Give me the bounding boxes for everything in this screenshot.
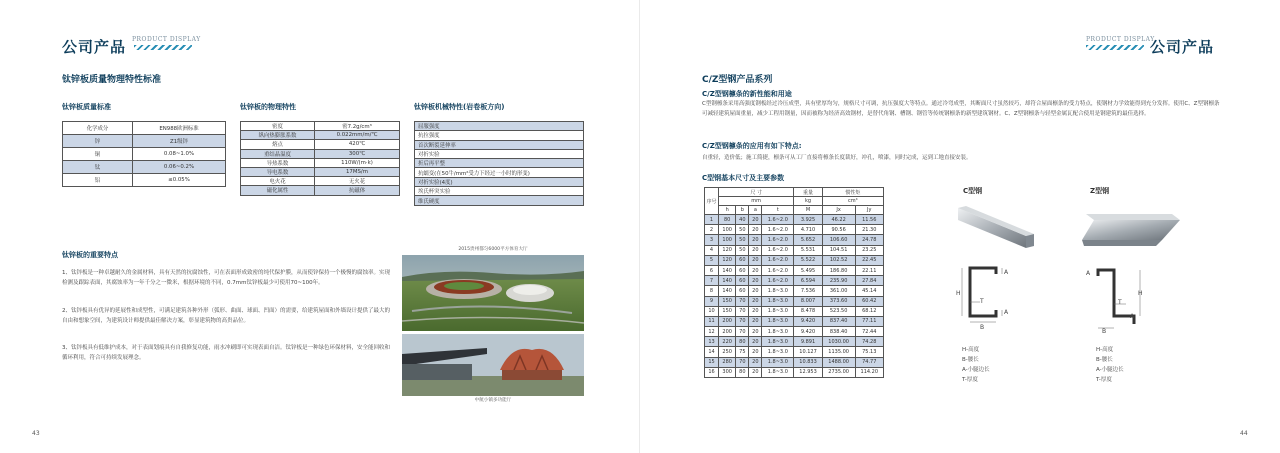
table-cell: 3: [705, 235, 719, 245]
c-dim-b: B: [980, 324, 985, 331]
physical-cell: 导热系数: [241, 158, 315, 167]
table-cell: 1.6~2.0: [762, 245, 794, 255]
table-cell: 300: [719, 367, 736, 377]
z-legend-t: T-厚度: [1096, 377, 1112, 383]
table-cell: 74.28: [855, 337, 883, 347]
table-cell: 373.60: [822, 296, 855, 306]
table-row: [705, 235, 884, 245]
th-a: a: [749, 206, 762, 215]
table-cell: 5.652: [794, 235, 822, 245]
mechanical-cell: 对折实验: [415, 149, 584, 158]
table-cell: 70: [736, 357, 749, 367]
mechanical-cell: 抗蠕变(在50牛/mm²受力下经过一小时的形变): [415, 168, 584, 177]
table-cell: 7: [705, 276, 719, 286]
table-cell: 12.953: [794, 367, 822, 377]
table-cell: 150: [719, 296, 736, 306]
physical-cell: 纵向热膨胀系数: [241, 131, 315, 140]
table-cell: 1135.00: [822, 347, 855, 357]
table-cell: 186.80: [822, 265, 855, 275]
c-steel-title: C型钢: [963, 187, 983, 195]
z-dim-b: B: [1102, 328, 1107, 335]
th-h: h: [719, 206, 736, 215]
table-cell: 100: [719, 235, 736, 245]
table-cell: 5: [705, 255, 719, 265]
table-cell: 72.44: [855, 327, 883, 337]
table-cell: 20: [749, 367, 762, 377]
table-cell: 1.6~2.0: [762, 255, 794, 265]
table-cell: 837.40: [822, 316, 855, 326]
table-cell: 74.77: [855, 357, 883, 367]
right-page-number: 44: [1240, 430, 1248, 437]
table-cell: 8.478: [794, 306, 822, 316]
table-cell: 80: [736, 337, 749, 347]
physical-cell: 电火花: [241, 177, 315, 186]
quality-cell: ≤0.05%: [133, 174, 226, 187]
table-cell: 1.8~3.0: [762, 296, 794, 306]
table-cell: 50: [736, 235, 749, 245]
table-cell: 1.8~3.0: [762, 367, 794, 377]
table-cell: 120: [719, 245, 736, 255]
physical-cell: 420℃: [315, 140, 400, 149]
table-cell: 1.8~3.0: [762, 347, 794, 357]
table-cell: 1.6~2.0: [762, 225, 794, 235]
z-legend-h: H-高度: [1096, 347, 1114, 353]
physical-table: [240, 121, 400, 196]
z-steel-legend: [1096, 345, 1156, 385]
table-cell: 20: [749, 255, 762, 265]
quality-head-0: 化学成分: [63, 122, 133, 135]
th-inertia: 惯性矩: [822, 188, 883, 197]
table-cell: 70: [736, 327, 749, 337]
z-dim-a: A: [1086, 270, 1091, 277]
para2: 自重轻，造价低；施工简捷，檩条可从工厂直接将檩条长度裁好，冲孔，喷漆，同时完成，运到工地直接安装。: [702, 155, 972, 161]
table-cell: 20: [749, 296, 762, 306]
left-section-title: 钛锌板质量物理特性标准: [62, 75, 162, 85]
table-cell: 9.891: [794, 337, 822, 347]
table-cell: 20: [749, 215, 762, 225]
left-header-title: 公司产品: [62, 38, 127, 56]
table-cell: 200: [719, 316, 736, 326]
physical-cell: 300℃: [315, 149, 400, 158]
c-dim-t: T: [980, 298, 984, 305]
table-cell: 20: [749, 225, 762, 235]
left-header-wave: [134, 45, 192, 50]
quality-cell: Z1级锌: [133, 135, 226, 148]
table-cell: 10.833: [794, 357, 822, 367]
table-cell: 80: [736, 367, 749, 377]
th-t: t: [762, 206, 794, 215]
table-cell: 90.56: [822, 225, 855, 235]
table-cell: 1030.00: [822, 337, 855, 347]
stadium-photo: [402, 255, 584, 331]
physical-cell: 导电系数: [241, 167, 315, 176]
c-steel-legend: [962, 345, 1022, 385]
quality-cell: 钛: [63, 161, 133, 174]
table-cell: 1.8~3.0: [762, 327, 794, 337]
table-cell: 1.8~3.0: [762, 286, 794, 296]
physical-cell: 磁化属性: [241, 186, 315, 195]
table-cell: 60.42: [855, 296, 883, 306]
th-no: 序号: [705, 188, 719, 215]
table-cell: 21.30: [855, 225, 883, 235]
quality-table: [62, 121, 226, 187]
table-cell: 60: [736, 255, 749, 265]
mechanical-cell: 屈服强度: [415, 122, 584, 131]
table-cell: 4: [705, 245, 719, 255]
table-cell: 361.00: [822, 286, 855, 296]
left-page-number: 43: [32, 430, 40, 437]
c-dim-a: A: [1004, 269, 1009, 276]
table-cell: 100: [719, 225, 736, 235]
table-cell: 10: [705, 306, 719, 316]
z-steel-title: Z型钢: [1090, 187, 1110, 195]
table-cell: 12: [705, 327, 719, 337]
table-cell: 20: [749, 316, 762, 326]
th-mm: mm: [719, 197, 794, 206]
table-cell: 150: [719, 306, 736, 316]
feature-item-3: 3、钛锌板具有低维护成本，对于表面划痕具有自我修复功能，雨水冲刷即可实现表面自洁。钛锌板是一种绿色环保材料，安全能回收和循环利用，符合可持续发展理念。: [62, 345, 391, 361]
table-cell: 45.14: [855, 286, 883, 296]
table-cell: 9.420: [794, 327, 822, 337]
mechanical-cell: 对折实验(4度): [415, 177, 584, 186]
quality-cell: 0.08~1.0%: [133, 148, 226, 161]
table-cell: 70: [736, 316, 749, 326]
table-row: [705, 316, 884, 326]
quality-cell: 锌: [63, 135, 133, 148]
table-cell: 22.11: [855, 265, 883, 275]
table-cell: 20: [749, 245, 762, 255]
table-cell: 104.51: [822, 245, 855, 255]
table-cell: 24.78: [855, 235, 883, 245]
table-cell: 120: [719, 255, 736, 265]
table-cell: 102.52: [822, 255, 855, 265]
table-cell: 838.40: [822, 327, 855, 337]
table-cell: 2: [705, 225, 719, 235]
th-jy: Jy: [855, 206, 883, 215]
table-row: [705, 276, 884, 286]
table-cell: 14: [705, 347, 719, 357]
left-header-en: PRODUCT DISPLAY: [132, 36, 201, 43]
mechanical-title: 钛锌板机械特性(岩卷板方向): [414, 103, 505, 111]
table-cell: 1.6~2.0: [762, 265, 794, 275]
table-cell: 9.420: [794, 316, 822, 326]
table-cell: 60: [736, 276, 749, 286]
mechanical-cell: 折后再平整: [415, 159, 584, 168]
quality-title: 钛锌板质量标准: [62, 103, 111, 111]
table-cell: 5.495: [794, 265, 822, 275]
th-cm4: cm⁴: [822, 197, 883, 206]
table-cell: 220: [719, 337, 736, 347]
table-cell: 114.20: [855, 367, 883, 377]
table-cell: 11: [705, 316, 719, 326]
table-row: [705, 337, 884, 347]
table-cell: 40: [736, 215, 749, 225]
table-cell: 46.22: [822, 215, 855, 225]
feature-item-2: 2、钛锌板具有优异的延展性和成型性，可满足建筑各种外形（弧形、曲面、球面、凹面）的需要，给建筑屋面和外墙设计提供了最大的自由和想象空间，为建筑设计师提供最佳解决方案，彰显建筑物的高贵品位。: [62, 308, 391, 324]
table-cell: 200: [719, 327, 736, 337]
physical-cell: 抗磁体: [315, 186, 400, 195]
physical-title: 钛锌板的物理特性: [240, 103, 296, 111]
table-cell: 20: [749, 306, 762, 316]
quality-cell: 0.06~0.2%: [133, 161, 226, 174]
table-cell: 16: [705, 367, 719, 377]
table-cell: 280: [719, 357, 736, 367]
table-cell: 20: [749, 235, 762, 245]
table-cell: 60: [736, 265, 749, 275]
table-cell: 77.11: [855, 316, 883, 326]
table-cell: 20: [749, 347, 762, 357]
table-cell: 250: [719, 347, 736, 357]
physical-cell: 密7.2g/cm³: [315, 122, 400, 131]
table-cell: 68.12: [855, 306, 883, 316]
z-dim-h: H: [1138, 290, 1143, 297]
table-cell: 13: [705, 337, 719, 347]
table-cell: 1.8~3.0: [762, 316, 794, 326]
table-cell: 20: [749, 337, 762, 347]
table-cell: 1.6~2.0: [762, 235, 794, 245]
table-cell: 75: [736, 347, 749, 357]
table-cell: 6: [705, 265, 719, 275]
right-header-wave: [1086, 45, 1144, 50]
table-cell: 20: [749, 327, 762, 337]
c-dim-h: H: [956, 290, 961, 297]
table-cell: 1: [705, 215, 719, 225]
physical-cell: 0.022mm/m/℃: [315, 131, 400, 140]
table-cell: 140: [719, 286, 736, 296]
table-cell: 5.522: [794, 255, 822, 265]
table-cell: 15: [705, 357, 719, 367]
table-cell: 10.127: [794, 347, 822, 357]
physical-cell: 密度: [241, 122, 315, 131]
features-title: 钛锌板的重要特点: [62, 251, 118, 259]
right-header-title: 公司产品: [1150, 38, 1215, 56]
th-m: M: [794, 206, 822, 215]
table-cell: 80: [719, 215, 736, 225]
sub2-title: C/Z型钢檩条的应用有如下特点:: [702, 142, 802, 150]
c-legend-b: B-腰长: [962, 357, 979, 363]
mechanical-cell: 埃氏杯突实验: [415, 187, 584, 196]
table-cell: 70: [736, 296, 749, 306]
table-cell: 1.8~3.0: [762, 306, 794, 316]
table-row: [705, 225, 884, 235]
table-cell: 523.50: [822, 306, 855, 316]
c-legend-a: A-小腿边长: [962, 367, 990, 373]
mechanical-cell: 维氏硬度: [415, 196, 584, 205]
table-cell: 3.925: [794, 215, 822, 225]
table-row: [705, 327, 884, 337]
cz-table-title: C型钢基本尺寸及主要参数: [702, 174, 785, 182]
th-b: b: [736, 206, 749, 215]
right-section-title: C/Z型钢产品系列: [702, 75, 773, 85]
table-row: [705, 265, 884, 275]
table-cell: 2735.00: [822, 367, 855, 377]
table-cell: 27.84: [855, 276, 883, 286]
quality-head-1: EN988欧洲标准: [133, 122, 226, 135]
table-cell: 1.6~2.0: [762, 215, 794, 225]
table-cell: 11.56: [855, 215, 883, 225]
z-dim-t: T: [1118, 299, 1122, 306]
th-jx: Jx: [822, 206, 855, 215]
table-cell: 1.8~3.0: [762, 357, 794, 367]
z-steel-section: [1086, 262, 1146, 332]
table-cell: 75.13: [855, 347, 883, 357]
z-legend-b: B-腰长: [1096, 357, 1113, 363]
table-row: [705, 245, 884, 255]
table-cell: 70: [736, 306, 749, 316]
table-cell: 4.710: [794, 225, 822, 235]
table-row: [705, 286, 884, 296]
physical-cell: 熔点: [241, 140, 315, 149]
mechanical-cell: 首次断裂延伸率: [415, 140, 584, 149]
table-row: [705, 367, 884, 377]
table-cell: 6.594: [794, 276, 822, 286]
c-dim-a2: A: [1004, 309, 1009, 316]
para1: C型钢檩条采用高强度钢板经过冷压成型，具有壁厚均匀，规格尺寸可调，抗压强度大等特点。通过冷弯成型，其断面尺寸虽然较巧，却符合屋面檩条的受力特点，使钢材力学效能得到充分发挥。使用C、Z型钢檩条可减轻建筑屋面重量，减少工程用钢量，因而被称为经济高效钢材，是替代角钢、槽钢、钢管等传统钢檩条的新型建筑钢材。C、Z型钢檩条与轻型金属瓦配合使用是钢建筑的最佳选择。: [702, 101, 1220, 117]
hall-photo: [402, 334, 584, 396]
table-cell: 106.60: [822, 235, 855, 245]
table-cell: 9: [705, 296, 719, 306]
c-legend-t: T-厚度: [962, 377, 978, 383]
table-row: [705, 215, 884, 225]
mechanical-table: [414, 121, 584, 206]
z-dim-a2: A: [1130, 313, 1135, 320]
c-legend-h: H-高度: [962, 347, 980, 353]
table-row: [705, 306, 884, 316]
table-cell: 60: [736, 286, 749, 296]
right-header-en: PRODUCT DISPLAY: [1086, 36, 1155, 43]
photo-caption-1: 2015贵州都匀6000平方体育大厅: [458, 247, 528, 252]
table-cell: 140: [719, 276, 736, 286]
th-size: 尺 寸: [719, 188, 794, 197]
table-cell: 5.531: [794, 245, 822, 255]
table-cell: 1.8~3.0: [762, 337, 794, 347]
table-row: [705, 347, 884, 357]
th-weight: 重量: [794, 188, 822, 197]
table-cell: 50: [736, 225, 749, 235]
table-cell: 235.90: [822, 276, 855, 286]
table-cell: 7.536: [794, 286, 822, 296]
table-cell: 22.45: [855, 255, 883, 265]
physical-cell: 110W/(m·k): [315, 158, 400, 167]
c-steel-rows: [705, 215, 884, 378]
table-cell: 23.25: [855, 245, 883, 255]
table-row: [705, 255, 884, 265]
photo-caption-2: 中航小镇多功能厅: [474, 398, 512, 403]
table-cell: 20: [749, 265, 762, 275]
table-cell: 20: [749, 276, 762, 286]
c-steel-image: [956, 200, 1038, 252]
table-cell: 8: [705, 286, 719, 296]
table-cell: 20: [749, 286, 762, 296]
physical-cell: 17MS/m: [315, 167, 400, 176]
z-legend-a: A-小腿边长: [1096, 367, 1124, 373]
table-row: [705, 296, 884, 306]
table-cell: 8.007: [794, 296, 822, 306]
z-steel-image: [1082, 210, 1182, 250]
feature-item-1: 1、钛锌板是一种卓越耐久的金属材料，具有天然的抗腐蚀性，可在表面形成致密的纯代保护膜，从而使锌保持一个极慢的腐蚀率。实现检测及跟踪表面，其腐蚀率为一年千分之一微米，根据环境的不同，0.7mm钛锌板最少可使用70~100年。: [62, 270, 391, 286]
table-cell: 20: [749, 357, 762, 367]
table-cell: 50: [736, 245, 749, 255]
th-kg: kg: [794, 197, 822, 206]
quality-cell: 铝: [63, 174, 133, 187]
physical-cell: 无火花: [315, 177, 400, 186]
physical-cell: 重结晶温度: [241, 149, 315, 158]
c-steel-table: [704, 187, 884, 378]
mechanical-cell: 抗拉强度: [415, 131, 584, 140]
table-cell: 1.6~2.0: [762, 276, 794, 286]
right-page: [640, 0, 1280, 453]
table-row: [705, 357, 884, 367]
table-cell: 1488.00: [822, 357, 855, 367]
quality-cell: 铜: [63, 148, 133, 161]
sub1-title: C/Z型钢檩条的新性能和用途: [702, 90, 792, 98]
table-cell: 140: [719, 265, 736, 275]
